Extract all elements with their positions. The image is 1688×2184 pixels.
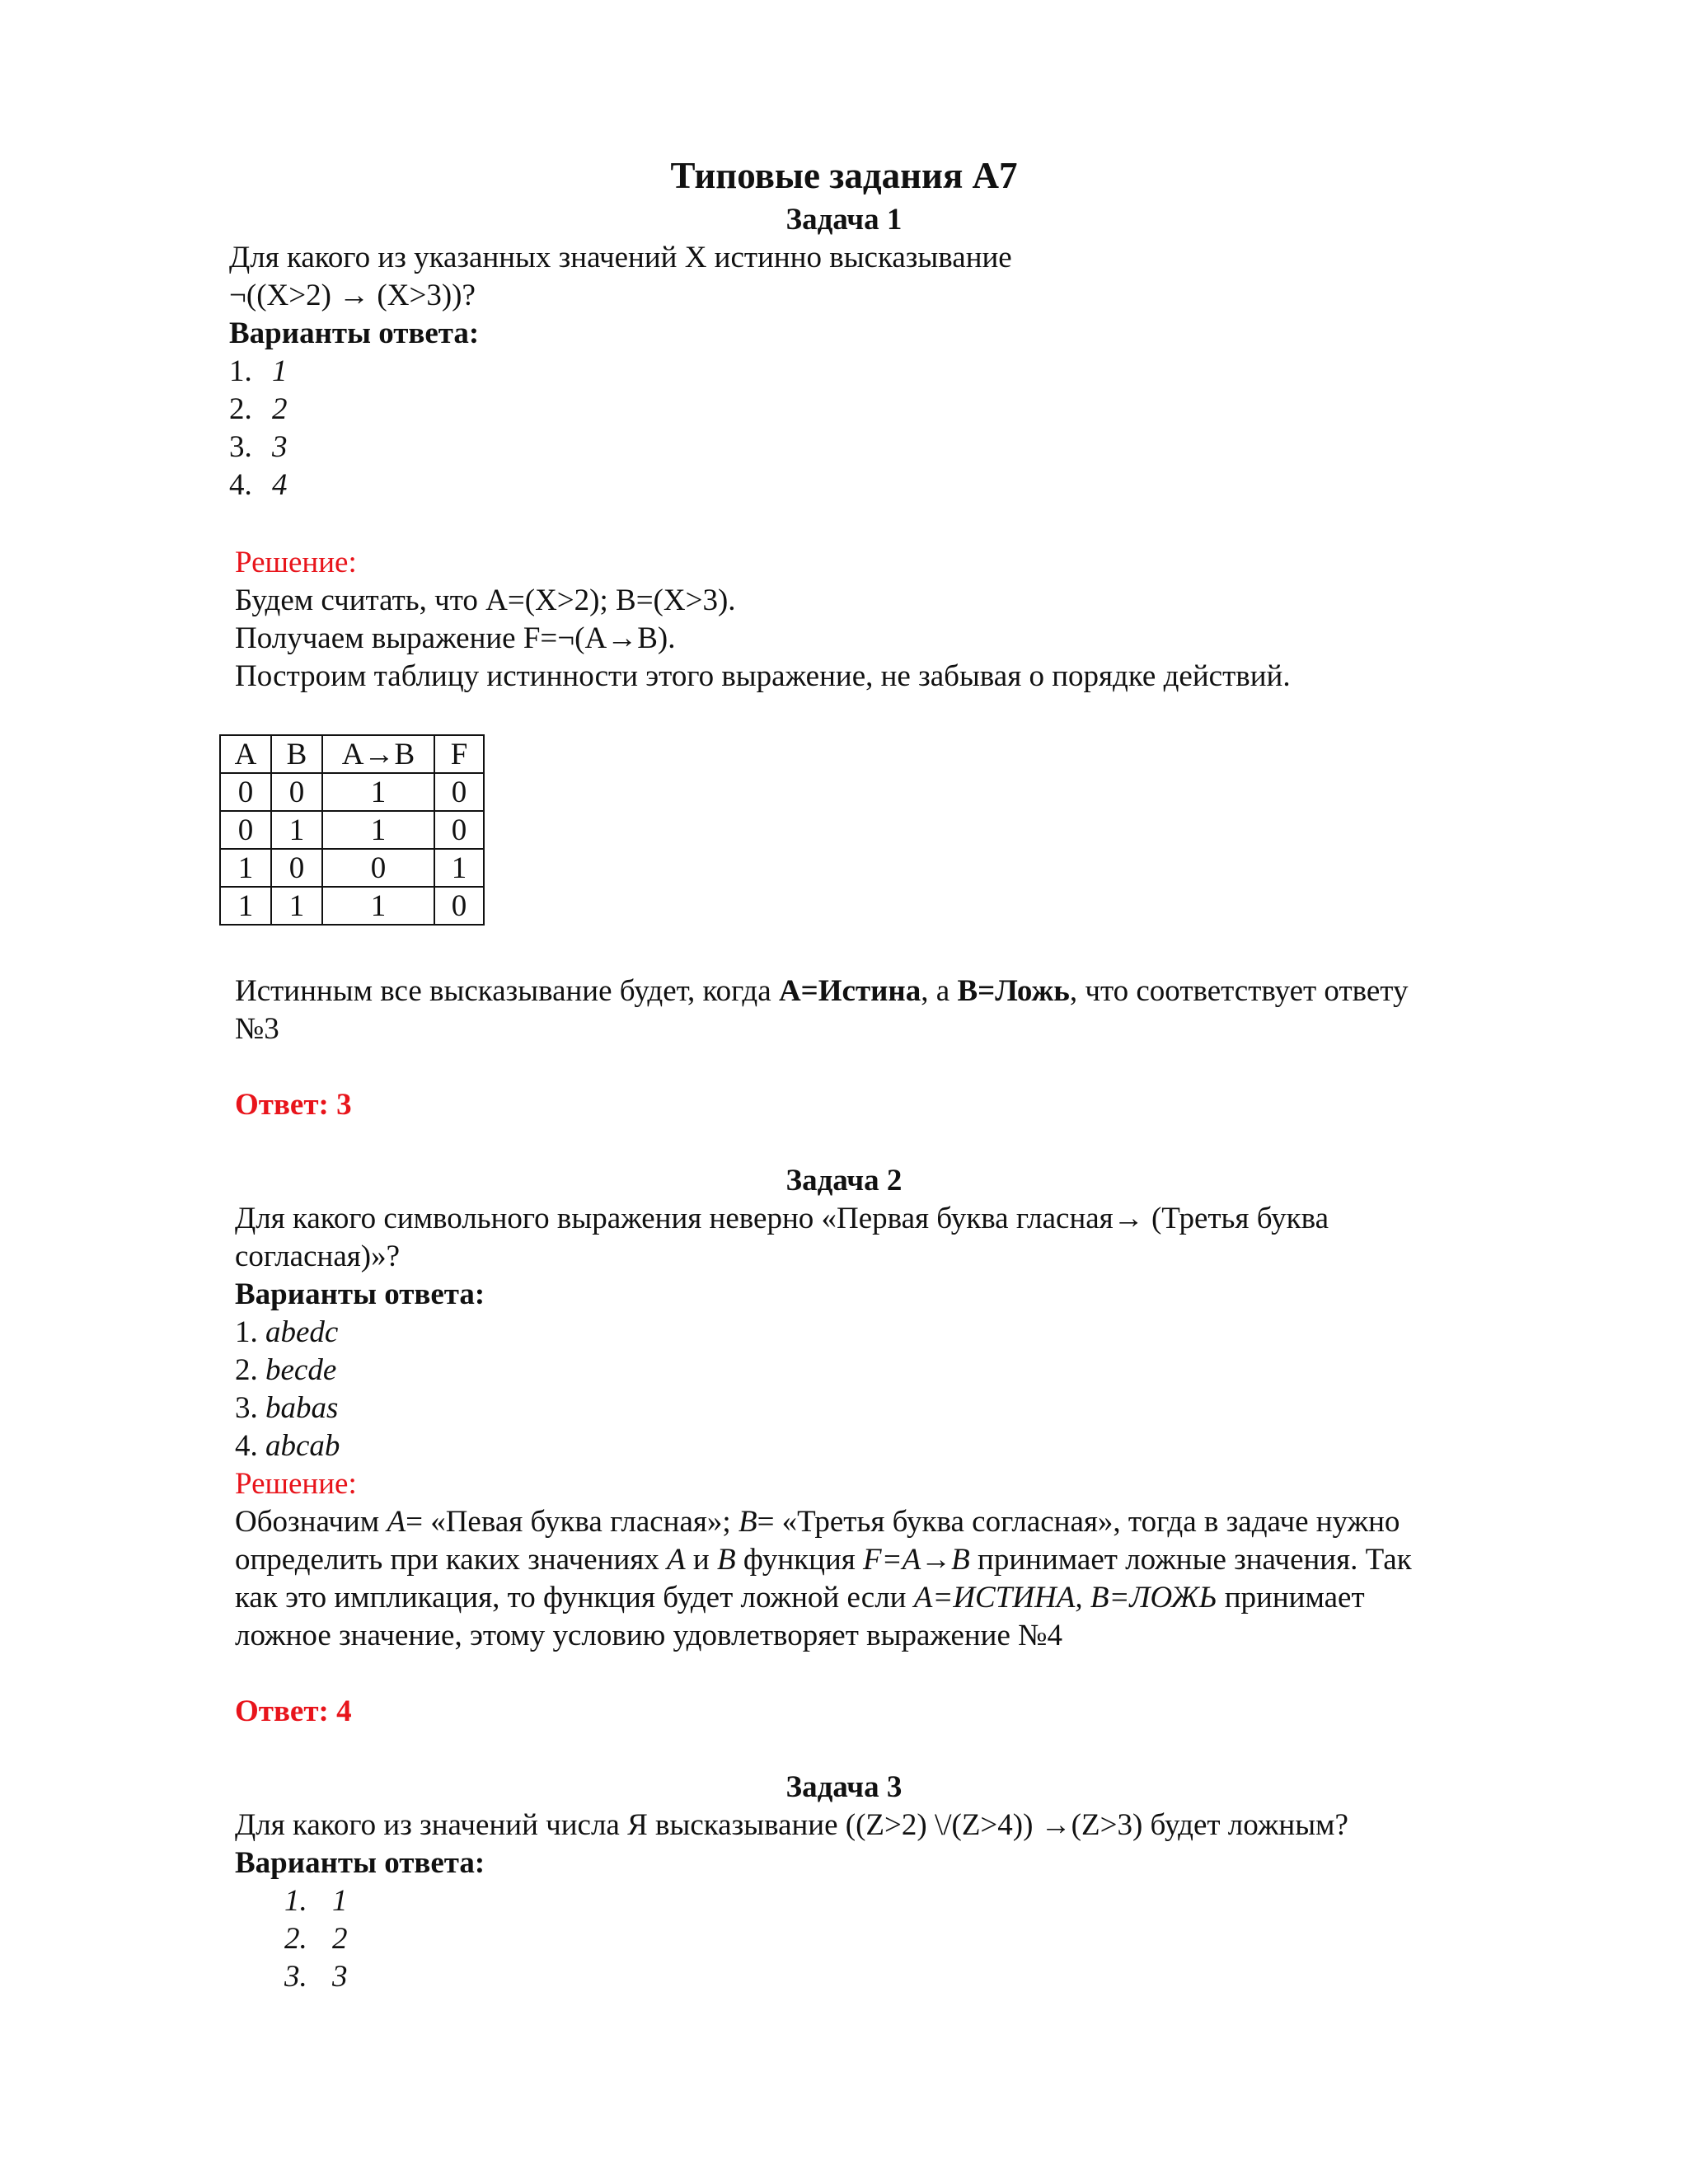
conclusion-b-false: В=Ложь <box>957 974 1070 1008</box>
task2-option-3 <box>235 1390 338 1427</box>
task2-solution-label: Решение: <box>235 1467 357 1501</box>
task1-heading: Задача 1 <box>785 203 903 237</box>
task2-answer: Ответ: 4 <box>235 1694 352 1728</box>
table-cell: 1 <box>220 887 271 925</box>
table-row <box>220 849 484 887</box>
conclusion-a-true: А=Истина <box>778 974 921 1008</box>
option-number: 3. <box>284 1960 307 1994</box>
conclusion-text: Истинным все высказывание будет, когда <box>235 974 779 1008</box>
table-cell: 1 <box>322 811 434 849</box>
option-number: 2. <box>284 1922 307 1956</box>
option-number: 4. <box>229 468 252 502</box>
option-value: abedc <box>265 1315 339 1349</box>
task1-option-2 <box>229 391 288 429</box>
table-cell: 0 <box>322 849 434 887</box>
option-number: 2. <box>235 1353 258 1387</box>
option-value: 4 <box>272 468 288 502</box>
conclusion-text: , что соответствует ответу <box>1069 974 1409 1008</box>
task2-option-2 <box>235 1352 336 1390</box>
sol-var: В <box>716 1543 736 1577</box>
task3-question: Для какого из значений числа Я высказывание ((Z>2) \/(Z>4)) →(Z>3) будет ложным? <box>235 1808 1348 1842</box>
task2-solution-line1 <box>235 1503 1400 1541</box>
option-value: 3 <box>272 430 288 464</box>
task1-solution-line: Будем считать, что A=(X>2); B=(X>3). <box>235 583 736 617</box>
table-header-cell: A→B <box>322 735 434 773</box>
option-value: 1 <box>272 354 288 388</box>
table-cell: 0 <box>434 773 484 811</box>
option-value: 2 <box>272 392 288 426</box>
task2-solution-line2 <box>235 1541 1412 1579</box>
task2-question-line1: Для какого символьного выражения неверно «Первая буква гласная→ (Третья буква <box>235 1202 1329 1235</box>
table-header-cell: B <box>271 735 322 773</box>
task3-option-2 <box>284 1920 348 1958</box>
option-value: 1 <box>332 1884 348 1918</box>
truth-table <box>219 734 485 926</box>
option-value: 2 <box>332 1922 348 1956</box>
sol-var: А <box>667 1543 686 1577</box>
task1-answer: Ответ: 3 <box>235 1088 352 1122</box>
task3-option-1 <box>284 1882 348 1920</box>
task2-solution-line4: ложное значение, этому условию удовлетворяет выражение №4 <box>235 1619 1062 1652</box>
table-cell: 0 <box>220 811 271 849</box>
sol-text: как это импликация, то функция будет ложной если <box>235 1581 914 1615</box>
table-header-cell: A <box>220 735 271 773</box>
option-value: babas <box>265 1391 339 1425</box>
table-cell: 0 <box>271 849 322 887</box>
table-cell: 0 <box>271 773 322 811</box>
table-cell: 1 <box>271 887 322 925</box>
table-cell: 1 <box>434 849 484 887</box>
option-number: 3. <box>229 430 252 464</box>
task2-option-1 <box>235 1314 338 1352</box>
table-cell: 0 <box>434 887 484 925</box>
sol-text: принимает ложные значения. Так <box>969 1543 1412 1577</box>
sol-text: определить при каких значениях <box>235 1543 668 1577</box>
table-row <box>220 773 484 811</box>
page-title: Типовые задания А7 <box>670 155 1018 196</box>
table-cell: 0 <box>220 773 271 811</box>
task2-heading: Задача 2 <box>785 1164 903 1197</box>
option-number: 1. <box>229 354 252 388</box>
task2-options-label: Варианты ответа: <box>235 1277 485 1311</box>
task1-option-4 <box>229 466 288 504</box>
table-cell: 1 <box>220 849 271 887</box>
task3-options-label: Варианты ответа: <box>235 1846 485 1880</box>
task2-question-line2: согласная)»? <box>235 1240 401 1273</box>
task2-option-4 <box>235 1427 340 1465</box>
table-header-row <box>220 735 484 773</box>
sol-text: Обозначим <box>235 1505 387 1539</box>
sol-text: принимает <box>1217 1581 1365 1615</box>
task1-question-line2: ¬((X>2) → (X>3))? <box>229 279 476 312</box>
conclusion-text: , а <box>921 974 958 1008</box>
option-value: becde <box>265 1353 337 1387</box>
task1-conclusion <box>235 972 1408 1010</box>
option-value: 3 <box>332 1960 348 1994</box>
task1-option-3 <box>229 429 288 466</box>
task1-solution-label: Решение: <box>235 546 357 579</box>
sol-text: = «Певая буква гласная»; <box>406 1505 738 1539</box>
option-number: 1. <box>284 1884 307 1918</box>
sol-text: и <box>685 1543 717 1577</box>
sol-var: В <box>738 1505 757 1539</box>
task1-option-1 <box>229 353 288 391</box>
sol-text: функция <box>735 1543 864 1577</box>
task1-solution-line: Построим таблицу истинности этого выражение, не забывая о порядке действий. <box>235 659 1291 693</box>
task1-options-label: Варианты ответа: <box>229 316 480 350</box>
table-cell: 1 <box>271 811 322 849</box>
option-number: 2. <box>229 392 252 426</box>
sol-var: А <box>387 1505 406 1539</box>
task1-solution-line: Получаем выражение F=¬(A→B). <box>235 621 676 655</box>
table-header-cell: F <box>434 735 484 773</box>
option-number: 3. <box>235 1391 258 1425</box>
task3-heading: Задача 3 <box>785 1770 903 1804</box>
sol-formula: А=ИСТИНА, В=ЛОЖЬ <box>913 1581 1217 1615</box>
sol-formula: F=A→B <box>863 1543 970 1577</box>
task2-solution-line3 <box>235 1579 1365 1617</box>
option-value: abcab <box>265 1429 340 1463</box>
task1-question-line1: Для какого из указанных значений X истинно высказывание <box>229 241 1012 274</box>
task3-option-3 <box>284 1958 348 1996</box>
sol-text: = «Третья буква согласная», тогда в задаче нужно <box>757 1505 1400 1539</box>
table-cell: 0 <box>434 811 484 849</box>
table-row <box>220 811 484 849</box>
table-cell: 1 <box>322 887 434 925</box>
option-number: 1. <box>235 1315 258 1349</box>
option-number: 4. <box>235 1429 258 1463</box>
table-cell: 1 <box>322 773 434 811</box>
table-row <box>220 887 484 925</box>
task1-conclusion-line2: №3 <box>235 1012 279 1046</box>
